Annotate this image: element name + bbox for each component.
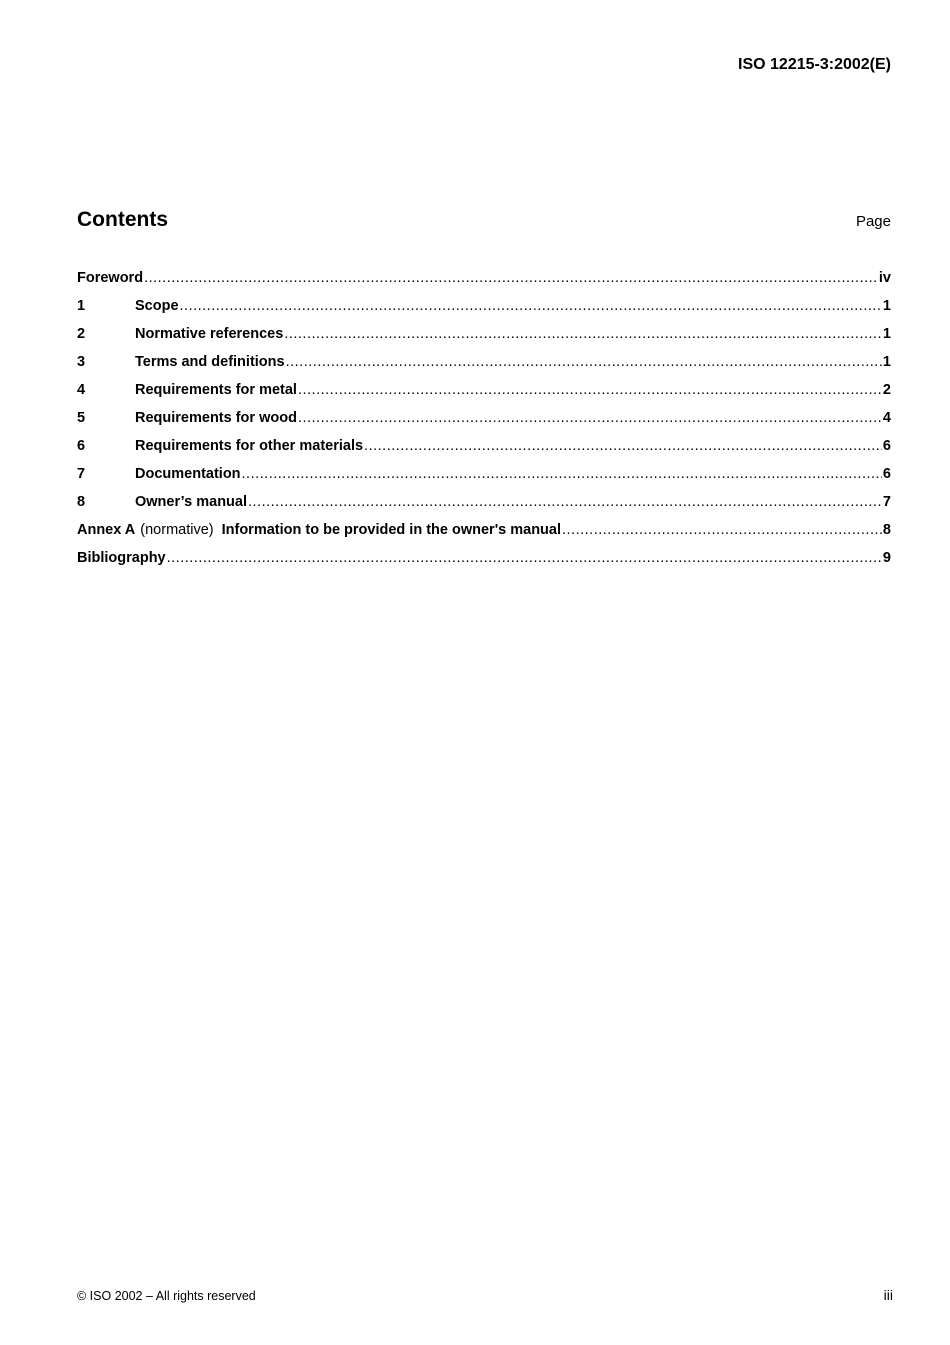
toc-entry-number: 4	[77, 382, 86, 398]
dot-leader	[364, 436, 882, 456]
dot-leader	[298, 408, 882, 428]
table-of-contents	[77, 268, 891, 576]
toc-entry-title: Documentation	[135, 466, 241, 482]
toc-entry-title: Bibliography	[77, 550, 166, 566]
toc-entry-documentation[interactable]	[77, 464, 891, 492]
toc-entry-title: Foreword	[77, 270, 144, 286]
toc-entry-number: 8	[77, 494, 86, 510]
toc-entry-page: 1	[882, 326, 891, 342]
toc-entry-page: 1	[882, 354, 891, 370]
toc-entry-requirements-for-other-materials[interactable]	[77, 436, 891, 464]
toc-entry-title: Requirements for wood	[135, 410, 297, 426]
page-column-label: Page	[855, 213, 891, 230]
annex-type: (normative)	[140, 522, 214, 538]
toc-entry-requirements-for-wood[interactable]	[77, 408, 891, 436]
toc-entry-title: Owner’s manual	[135, 494, 248, 510]
toc-entry-page: 7	[882, 494, 891, 510]
toc-entry-page: 2	[882, 382, 891, 398]
toc-entry-number: 2	[77, 326, 86, 342]
toc-entry-page: 6	[882, 438, 891, 454]
toc-entry-title: Scope	[135, 298, 179, 314]
toc-entry-foreword[interactable]	[77, 268, 891, 296]
contents-header	[77, 208, 891, 232]
toc-entry-annex-a[interactable]	[77, 520, 891, 548]
annex-title: Information to be provided in the owner's manual	[221, 522, 561, 538]
toc-entry-page: 8	[882, 522, 891, 538]
toc-entry-bibliography[interactable]	[77, 548, 891, 576]
toc-entry-title: Normative references	[135, 326, 284, 342]
toc-entry-page: 9	[882, 550, 891, 566]
page-footer	[77, 1287, 893, 1303]
toc-entry-title: Requirements for metal	[135, 382, 297, 398]
contents-title: Contents	[77, 208, 168, 231]
toc-entry-number: 7	[77, 466, 86, 482]
dot-leader	[180, 296, 882, 316]
annex-label: Annex A	[77, 522, 136, 538]
toc-entry-page: 4	[882, 410, 891, 426]
toc-entry-title: Requirements for other materials	[135, 438, 364, 454]
toc-entry-page: iv	[878, 270, 891, 286]
toc-entry-requirements-for-metal[interactable]	[77, 380, 891, 408]
dot-leader	[144, 268, 878, 288]
dot-leader	[167, 548, 882, 568]
toc-entry-number: 1	[77, 298, 86, 314]
dot-leader	[242, 464, 882, 484]
toc-entry-number: 6	[77, 438, 86, 454]
document-id: ISO 12215-3:2002(E)	[738, 56, 891, 73]
toc-entry-number: 5	[77, 410, 86, 426]
toc-entry-terms-and-definitions[interactable]	[77, 352, 891, 380]
dot-leader	[562, 520, 882, 540]
toc-entry-page: 6	[882, 466, 891, 482]
toc-entry-number: 3	[77, 354, 86, 370]
toc-entry-normative-references[interactable]	[77, 324, 891, 352]
copyright-notice: © ISO 2002 – All rights reserved	[77, 1289, 256, 1303]
dot-leader	[248, 492, 882, 512]
page-number: iii	[883, 1287, 893, 1303]
toc-entry-owners-manual[interactable]	[77, 492, 891, 520]
dot-leader	[286, 352, 882, 372]
dot-leader	[298, 380, 882, 400]
toc-entry-page: 1	[882, 298, 891, 314]
dot-leader	[284, 324, 882, 344]
toc-entry-title: Terms and definitions	[135, 354, 285, 370]
toc-entry-scope[interactable]	[77, 296, 891, 324]
